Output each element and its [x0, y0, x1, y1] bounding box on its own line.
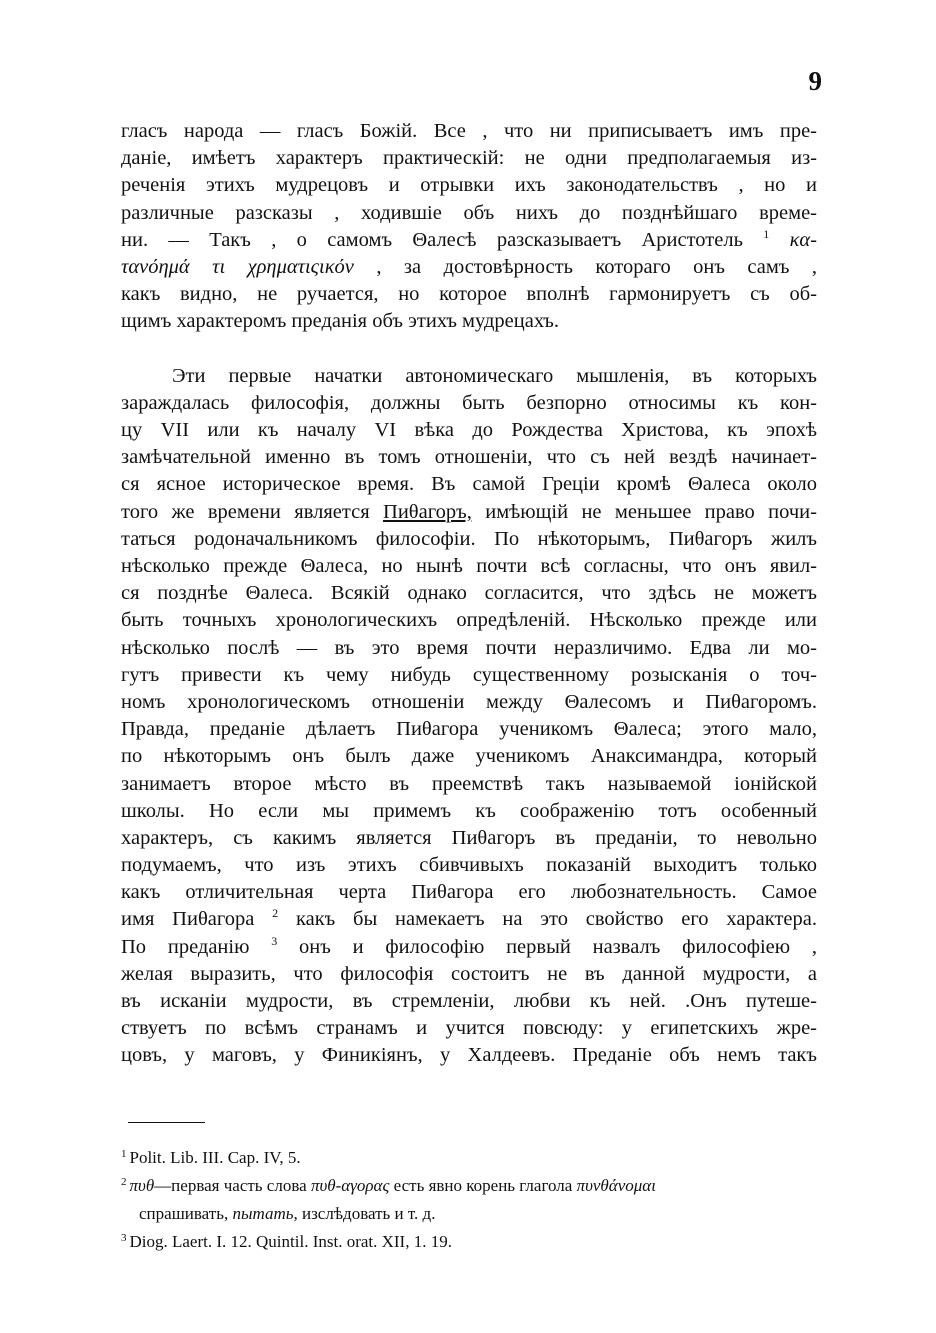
footnote-text: спрашивать,: [139, 1204, 229, 1223]
text-line: занимаетъ второе мѣсто въ преемствѣ такъ называемой іонійской: [121, 772, 817, 795]
text-line: характеръ, съ какимъ является Пиθагоръ въ преданіи, то невольно: [121, 826, 817, 849]
footnote-ref-3: 3: [271, 933, 278, 948]
footnote-3: [121, 1229, 821, 1254]
page-number: 9: [808, 66, 822, 96]
text-segment: , за достовѣрность котораго онъ самъ ,: [376, 255, 817, 278]
text-line: замѣчательной именно въ томъ отношеніи, что съ ней вездѣ начинает-: [121, 446, 817, 469]
text-line: школы. Но если мы примемъ къ соображенію тотъ особенный: [121, 799, 817, 822]
text-line: [121, 254, 817, 281]
text-line: различные разсказы , ходившіе объ нихъ до позднѣйшаго време-: [121, 201, 817, 224]
footnote-mark: 1: [121, 1148, 127, 1160]
footnote-text: Polit. Lib. III. Cap. IV, 5.: [129, 1148, 301, 1167]
greek-word: πυθ-αγορας: [310, 1176, 390, 1195]
text-line: даніе, имѣетъ характеръ практическій: не одни предполагаемыя из-: [121, 147, 817, 170]
text-line: какъ отличительная черта Пиθагора его любознательность. Самое: [121, 881, 817, 904]
text-segment: того же времени является: [121, 500, 370, 523]
footnote-text: есть явно корень глагола: [393, 1176, 573, 1195]
text-line: гутъ привести къ чему нибудь существенному розысканія о точ-: [121, 663, 817, 686]
text-line: Эти первые начатки автономическаго мышленія, въ которыхъ: [172, 364, 817, 387]
text-line: [121, 227, 817, 254]
footnote-separator: [128, 1122, 205, 1123]
text-line: подумаемъ, что изъ этихъ сбивчивыхъ показаній выходитъ только: [121, 854, 817, 877]
text-segment: ни. — Такъ , о самомъ Θалесѣ разсказываетъ Аристотель: [121, 228, 743, 251]
text-line: [121, 906, 817, 933]
greek-word: πυνθάνομαι: [576, 1176, 656, 1195]
text-line: [121, 934, 817, 961]
text-line: ся позднѣе Θалеса. Всякій однако согласится, что здѣсь не можетъ: [121, 582, 817, 605]
text-line: цу VII или къ началу VI вѣка до Рождества Христова, къ эпохѣ: [121, 419, 817, 442]
text-line: въ исканіи мудрости, въ стремленіи, любви къ ней. .Онъ путеше-: [121, 990, 817, 1012]
paragraph-2: [121, 363, 817, 1070]
text-line: гласъ народа — гласъ Божій. Все , что ни приписываетъ имъ пре-: [121, 120, 817, 142]
footnote-2: [121, 1173, 821, 1198]
footnote-text: изслѣдовать и т. д.: [301, 1204, 436, 1223]
footnote-2-continued: [121, 1201, 821, 1226]
text-line: быть точныхъ хронологическихъ опредѣленій. Нѣсколько прежде или: [121, 609, 817, 632]
paragraph-gap: [121, 336, 817, 363]
text-line: нѣсколько прежде Θалеса, но нынѣ почти всѣ согласны, что онъ явил-: [121, 555, 817, 577]
text-line: ствуетъ по всѣмъ странамъ и учится повсюду: у египетскихъ жре-: [121, 1017, 817, 1040]
text-line: желая выразить, что философія состоитъ не въ данной мудрости, а: [121, 962, 817, 985]
text-line: реченія этихъ мудрецовъ и отрывки ихъ законодательствъ , но и: [121, 174, 817, 197]
text-segment: какъ бы намекаетъ на это свойство его характера.: [295, 908, 817, 931]
underlined-name: Пиθагоръ,: [383, 500, 472, 523]
greek-phrase: τανόημά τι χρηματιςικόν: [121, 255, 354, 278]
text-segment: имѣющій не меньшее право почи-: [485, 500, 817, 523]
footnote-mark: 3: [121, 1232, 127, 1244]
footnote-mark: 2: [121, 1176, 127, 1188]
text-segment: имя Пиθагора: [121, 908, 255, 931]
text-line: какъ видно, не ручается, но которое вполнѣ гармонируетъ съ об-: [121, 283, 817, 306]
text-line: таться родоначальникомъ философіи. По нѣкоторымъ, Пиθагоръ жилъ: [121, 527, 817, 550]
footnote-text: —первая часть слова: [154, 1176, 307, 1195]
footnote-text: Diog. Laert. I. 12. Quintil. Inst. orat. XII, 1. 19.: [129, 1232, 452, 1251]
footnote-1: [121, 1145, 821, 1170]
text-line: по нѣкоторымъ онъ былъ даже ученикомъ Анаксимандра, который: [121, 745, 817, 768]
footnote-ref-1: 1: [763, 226, 770, 241]
text-line: номъ хронологическомъ отношеніи между Θалесомъ и Пиθагоромъ.: [121, 690, 817, 713]
text-segment: По преданію: [121, 935, 250, 958]
text-segment: онъ и философію первый назвалъ философіею ,: [299, 935, 818, 958]
greek-phrase: κα-: [789, 228, 818, 251]
text-line: зараждалась философія, должны быть безпорно относимы къ кон-: [121, 391, 817, 414]
paragraph-1: [121, 118, 817, 336]
text-line: [121, 499, 817, 526]
greek-word: πυθ: [129, 1176, 155, 1195]
text-line: цовъ, у маговъ, у Финикіянъ, у Халдеевъ. Преданіе объ немъ такъ: [121, 1044, 817, 1067]
text-line: ся ясное историческое время. Въ самой Греціи кромѣ Θалеса около: [121, 473, 817, 496]
text-line: щимъ характеромъ преданія объ этихъ мудрецахъ.: [121, 310, 560, 333]
footnote-ref-2: 2: [272, 906, 279, 921]
text-line: Правда, преданіе дѣлаетъ Пиθагора ученикомъ Θалеса; этого мало,: [121, 718, 817, 741]
text-line: нѣсколько послѣ — въ это время почти неразличимо. Едва ли мо-: [121, 636, 817, 659]
main-text: [121, 118, 817, 1070]
italic-word: пытать,: [232, 1204, 298, 1223]
footnotes: [121, 1145, 821, 1257]
